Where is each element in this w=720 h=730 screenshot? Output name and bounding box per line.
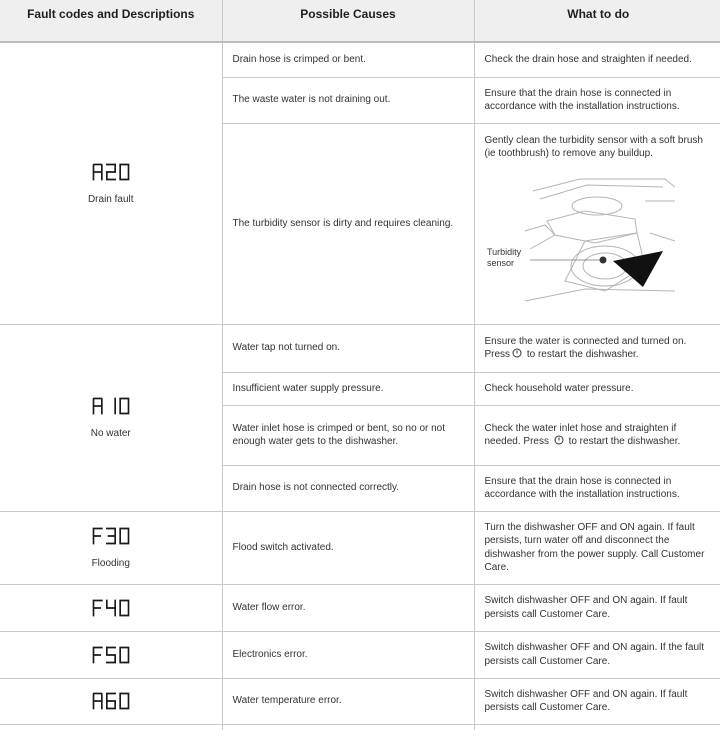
action-text: Check the drain hose and straighten if needed. <box>474 42 720 77</box>
cause-text: Water temperature error. <box>222 678 474 724</box>
table-cell-empty <box>222 724 474 730</box>
action-text: Switch dishwasher OFF and ON again. If fault persists call Customer Care. <box>474 678 720 724</box>
action-text: Ensure that the drain hose is connected in accordance with the installation instructions. <box>474 77 720 123</box>
action-text-part: Check the water inlet hose and straighten if needed. Press <box>484 422 677 447</box>
power-icon <box>554 435 564 445</box>
cause-text: Water inlet hose is crimped or bent, so no or not enough water gets to the dishwasher. <box>222 405 474 465</box>
cause-text: Electronics error. <box>222 631 474 678</box>
action-text: Check household water pressure. <box>474 372 720 405</box>
fault-f50-cell <box>0 631 222 678</box>
fault-code-f40-display <box>91 597 131 619</box>
action-cell-with-illustration <box>474 123 720 324</box>
action-text-part: to restart the dishwasher. <box>568 436 681 447</box>
action-text <box>474 324 720 372</box>
action-text: Switch dishwasher OFF and ON again. If fault persists call Customer Care. <box>474 584 720 631</box>
fault-label: Flooding <box>91 557 130 569</box>
table-row <box>0 584 720 631</box>
table-row <box>0 724 720 730</box>
fault-f40-cell <box>0 584 222 631</box>
cause-text: Water tap not turned on. <box>222 324 474 372</box>
table-row <box>0 42 720 77</box>
action-text <box>474 405 720 465</box>
cause-text: Insufficient water supply pressure. <box>222 372 474 405</box>
action-text-part: Ensure the water is connected and turned on. Press <box>484 335 687 360</box>
action-text: Switch dishwasher OFF and ON again. If the fault persists call Customer Care. <box>474 631 720 678</box>
fault-label: No water <box>90 427 131 439</box>
table-row <box>0 678 720 724</box>
cause-text: The turbidity sensor is dirty and requires cleaning. <box>222 123 474 324</box>
action-text-part: to restart the dishwasher. <box>526 349 639 360</box>
header-possible-causes: Possible Causes <box>222 0 474 42</box>
fault-a60-cell <box>0 678 222 724</box>
table-row <box>0 511 720 584</box>
action-text: Ensure that the drain hose is connected in accordance with the installation instructions. <box>474 465 720 511</box>
table-header-row <box>0 0 720 42</box>
table-row <box>0 324 720 372</box>
fault-code-f30-display <box>91 525 131 547</box>
illustration-label: Turbidity <box>486 246 521 257</box>
cause-text: Drain hose is not connected correctly. <box>222 465 474 511</box>
fault-a20-cell <box>0 42 222 324</box>
fault-code-a60-display <box>91 690 131 712</box>
cause-text: Water flow error. <box>222 584 474 631</box>
fault-code-f50-display <box>91 644 131 666</box>
power-icon <box>512 348 522 358</box>
header-fault-codes: Fault codes and Descriptions <box>0 0 222 42</box>
fault-a10-cell <box>0 324 222 511</box>
header-what-to-do: What to do <box>474 0 720 42</box>
action-text: Turn the dishwasher OFF and ON again. If fault persists, turn water off and disconnect the dishwasher from the power supply. Call Customer Care. <box>474 511 720 584</box>
fault-code-a10-display <box>91 395 131 417</box>
table-cell-empty <box>0 724 222 730</box>
cause-text: Drain hose is crimped or bent. <box>222 42 474 77</box>
illustration-label: sensor <box>486 257 514 268</box>
fault-label: Drain fault <box>87 193 134 205</box>
cause-text: Flood switch activated. <box>222 511 474 584</box>
action-text: Gently clean the turbidity sensor with a soft brush (ie toothbrush) to remove any buildup. <box>484 134 703 159</box>
table-row <box>0 631 720 678</box>
turbidity-sensor-illustration <box>485 171 675 311</box>
table-cell-empty <box>474 724 720 730</box>
cause-text: The waste water is not draining out. <box>222 77 474 123</box>
fault-f30-cell <box>0 511 222 584</box>
fault-code-a20-display <box>91 161 131 183</box>
